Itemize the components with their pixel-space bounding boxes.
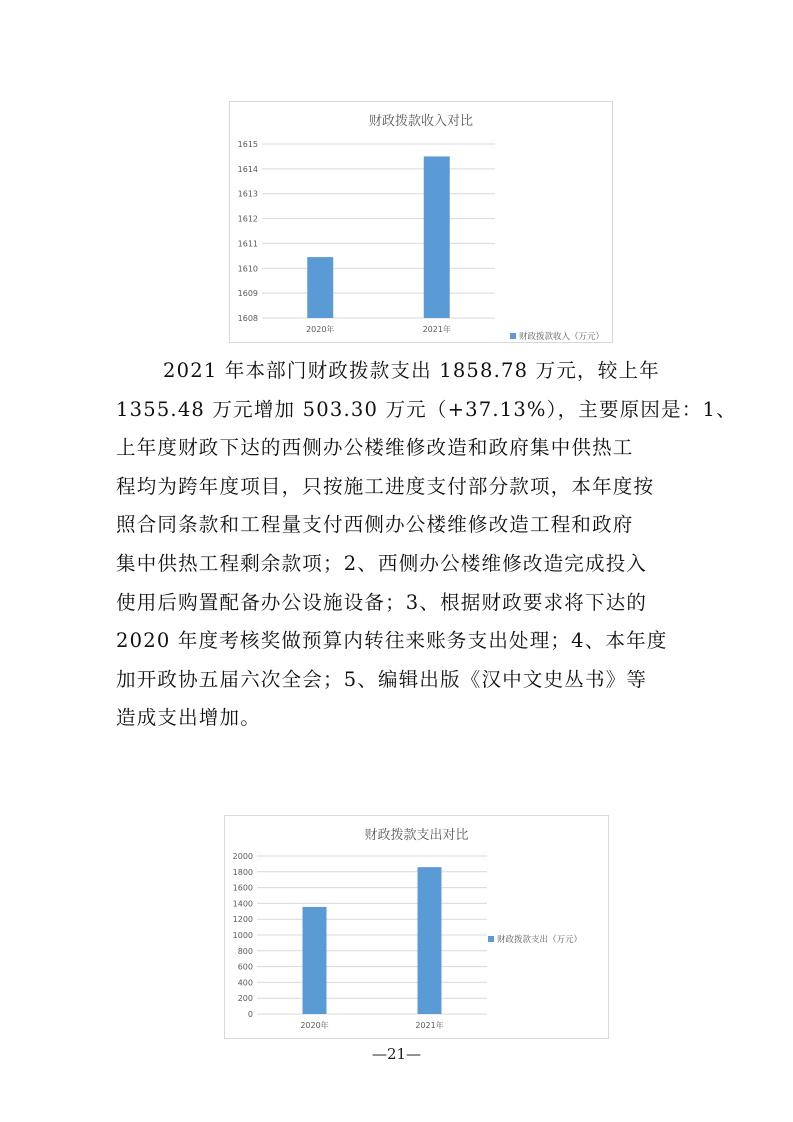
paragraph-line: 造成支出增加。 [116,706,261,730]
chart-legend [488,933,582,945]
y-tick-label: 1000 [232,931,253,940]
y-tick-label: 1200 [232,915,253,925]
legend-swatch [510,333,516,339]
y-tick-label: 0 [247,1010,253,1019]
paragraph-line: 程均为跨年度项目，只按施工进度支付部分款项，本年度按 [116,474,655,498]
x-tick-label: 2021年 [422,325,451,334]
bar [303,907,327,1014]
x-tick-label: 2020年 [300,1021,329,1030]
y-tick-label: 1615 [237,140,258,149]
expenditure-chart-plot [225,816,610,1040]
y-tick-label: 1610 [237,264,258,274]
y-tick-label: 1612 [237,214,258,224]
y-tick-label: 1608 [237,314,258,323]
paragraph-line: 加开政协五届六次全会；5、编辑出版《汉中文史丛书》等 [116,667,648,691]
income-comparison-chart [229,101,613,343]
legend-label: 财政拨款支出（万元） [497,935,583,945]
y-tick-label: 200 [237,994,253,1004]
page-number: —21— [371,1045,422,1063]
legend-swatch [488,936,494,942]
paragraph-line: 2021 年本部门财政拨款支出 1858.78 万元，较上年 [163,359,660,382]
paragraph-line: 集中供热工程剩余款项；2、西侧办公楼维修改造完成投入 [116,551,648,575]
y-tick-label: 600 [237,962,253,972]
paragraph-line: 照合同条款和工程量支付西侧办公楼维修改造工程和政府 [116,513,634,537]
y-tick-label: 2000 [232,852,253,861]
y-tick-label: 1800 [232,867,253,877]
chart-title: 财政拨款支出对比 [364,828,469,843]
body-paragraph [116,352,737,738]
y-tick-label: 400 [237,978,253,988]
y-tick-label: 1614 [237,164,258,174]
y-tick-label: 800 [237,946,253,956]
y-tick-label: 1613 [237,189,258,199]
y-tick-label: 1400 [232,899,253,909]
paragraph-line: 1355.48 万元增加 503.30 万元（+37.13%），主要原因是：1、 [116,397,737,421]
paragraph-line: 上年度财政下达的西侧办公楼维修改造和政府集中供热工 [116,436,634,460]
expenditure-comparison-chart [224,815,609,1039]
x-tick-label: 2021年 [415,1021,444,1030]
y-tick-label: 1609 [237,289,258,299]
x-tick-label: 2020年 [306,325,335,334]
paragraph-line: 使用后购置配备办公设施设备；3、根据财政要求将下达的 [116,590,648,614]
y-tick-label: 1600 [232,883,253,893]
chart-title: 财政拨款收入对比 [368,114,473,129]
legend-label: 财政拨款收入（万元） [519,332,605,342]
y-tick-label: 1611 [237,239,258,249]
paragraph-line: 2020 年度考核奖做预算内转往来账务支出处理；4、本年度 [116,629,668,653]
bar [424,156,450,318]
bar [307,257,333,318]
income-chart-plot [230,102,614,344]
chart-legend [510,330,604,342]
bar [418,867,442,1014]
